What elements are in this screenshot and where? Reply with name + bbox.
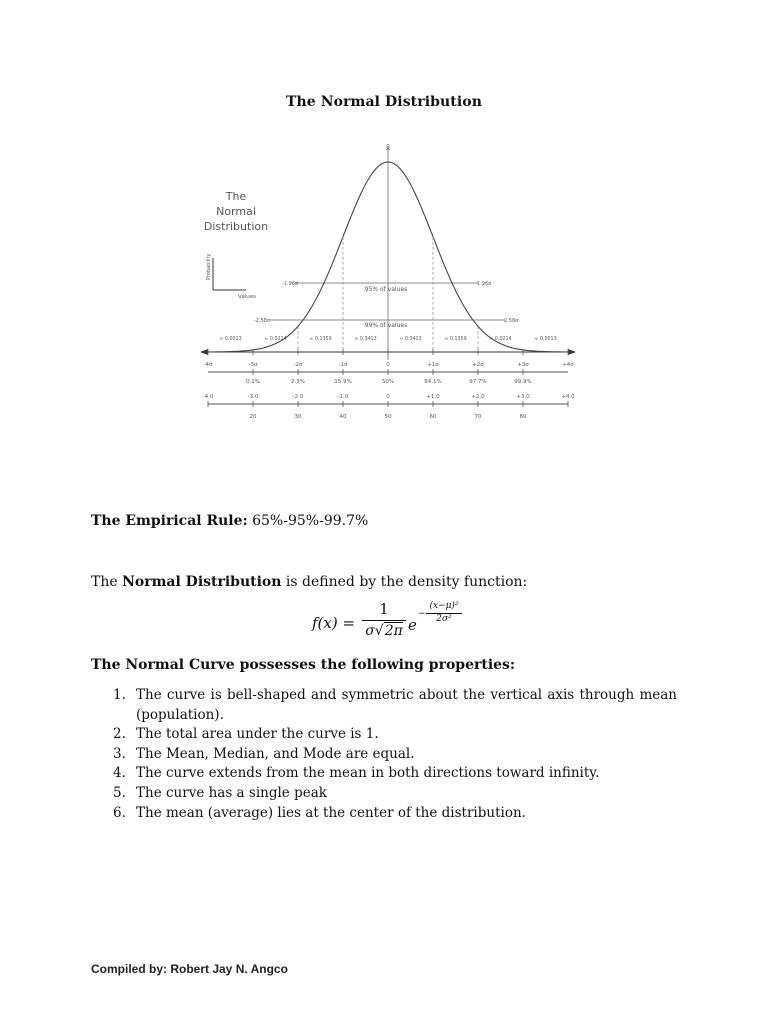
percentile-label: 2.3% [291,379,305,385]
z-score-label: -3.0 [247,394,259,400]
t-score-label: 50 [384,414,392,420]
formula-exponent-minus: − [418,609,426,619]
list-item-number: 6. [113,804,126,821]
sigma-tick-label: -1σ [338,362,348,368]
label-neg-1-96-sigma: -1.96σ [282,281,299,287]
z-score-label: -2.0 [292,394,304,400]
compiled-by-footer: Compiled by: Robert Jay N. Angco [91,962,288,976]
sigma-tick-label: +1σ [427,362,439,368]
properties-heading: The Normal Curve possesses the following properties: [91,657,516,673]
inset-axis-y-label: Probability [206,253,212,280]
list-item [91,725,677,745]
area-label: ≈ 0.3413 [399,337,422,342]
percentile-label: 0.1% [246,379,260,385]
t-score-label: 40 [339,414,347,420]
formula-exponent-denominator: 2σ² [436,614,452,624]
sigma-tick-label: 0 [386,362,390,368]
inset-title-line-1: The [225,190,247,203]
band-99-label: 99% of values [364,322,408,329]
z-score-label: +2.0 [471,394,485,400]
z-score-label: 0 [386,394,390,400]
list-item [91,686,677,725]
sigma-tick-label: -3σ [248,362,258,368]
area-label: ≈ 0.0214 [264,337,287,342]
t-score-label: 20 [249,414,257,420]
t-score-label: 30 [294,414,302,420]
z-score-label: +1.0 [426,394,440,400]
sigma-tick-label: +4σ [562,362,574,368]
formula-sigma: σ [365,623,375,639]
percentile-label: 50% [381,379,395,385]
percentile-label: 15.9% [334,379,352,385]
area-label: ≈ 0.1359 [309,337,332,342]
density-intro-prefix: The [91,574,123,590]
document-title: The Normal Distribution [285,94,483,110]
list-item-number: 1. [113,687,126,703]
list-item-text: The curve is bell-shaped and symmetric about the vertical axis through mean (population). [136,687,677,723]
list-item-number: 5. [113,784,126,801]
list-item [91,764,677,784]
t-score-label: 70 [474,414,482,420]
sigma-tick-label: -2σ [293,362,303,368]
density-intro-term: Normal Distribution [122,574,282,590]
formula-numerator: 1 [379,600,389,618]
list-item-text: The mean (average) lies at the center of the distribution. [136,804,526,821]
z-score-label: +4.0 [561,394,575,400]
normal-distribution-figure [196,140,582,425]
list-item [91,784,677,804]
inset-title-line-3: Distribution [203,220,269,233]
empirical-rule-label: The Empirical Rule: [91,513,248,529]
normal-curve-diagram [196,140,582,425]
list-item-text: The Mean, Median, and Mode are equal. [136,745,415,762]
inset-title-line-2: Normal [216,205,256,218]
area-label: ≈ 0.0013 [219,337,242,342]
list-item-text: The curve extends from the mean in both directions toward infinity. [136,765,600,782]
formula-exponent-numerator: (x−μ)² [429,601,459,611]
list-item [91,804,677,824]
z-score-label: +3.0 [516,394,530,400]
empirical-rule [91,513,368,529]
density-intro-suffix: is defined by the density function: [281,574,528,590]
area-label: ≈ 0.0013 [534,337,557,342]
band-95-label: 95% of values [364,286,408,293]
formula-denominator [362,621,406,641]
properties-list [91,686,677,823]
inset-axis-x-label: Values [238,294,256,300]
formula-base: e [408,616,417,634]
area-label: ≈ 0.0214 [489,337,512,342]
density-intro [91,574,527,590]
formula-lhs: f(x) = [312,614,356,632]
label-pos-1-96-sigma: 1.96σ [477,281,492,287]
empirical-rule-value: 65%-95%-99.7% [247,513,369,529]
formula-fraction [362,600,406,641]
list-item-number: 4. [113,765,126,782]
label-neg-2-58-sigma: -2.58σ [254,318,271,324]
percentile-label: 97.7% [469,379,487,385]
sigma-tick-label: -4σ [203,362,213,368]
list-item-number: 2. [113,726,126,743]
z-score-label: -4.0 [202,394,214,400]
sigma-tick-label: +2σ [472,362,484,368]
list-item-number: 3. [113,745,126,762]
mean-symbol: x̄ [385,143,391,152]
z-score-label: -1.0 [337,394,349,400]
list-item [91,745,677,765]
t-score-label: 60 [429,414,437,420]
formula-sqrt-sign: √ [374,623,384,639]
area-label: ≈ 0.3413 [354,337,377,342]
list-item-text: The curve has a single peak [136,784,327,801]
t-score-label: 80 [519,414,527,420]
label-pos-2-58-sigma: 2.58σ [504,318,519,324]
area-label: ≈ 0.1359 [444,337,467,342]
list-item-text: The total area under the curve is 1. [136,726,379,743]
formula-radicand: 2π [384,623,403,639]
sigma-tick-label: +3σ [517,362,529,368]
density-formula [310,600,490,648]
percentile-label: 99.9% [514,379,532,385]
percentile-label: 84.1% [424,379,442,385]
